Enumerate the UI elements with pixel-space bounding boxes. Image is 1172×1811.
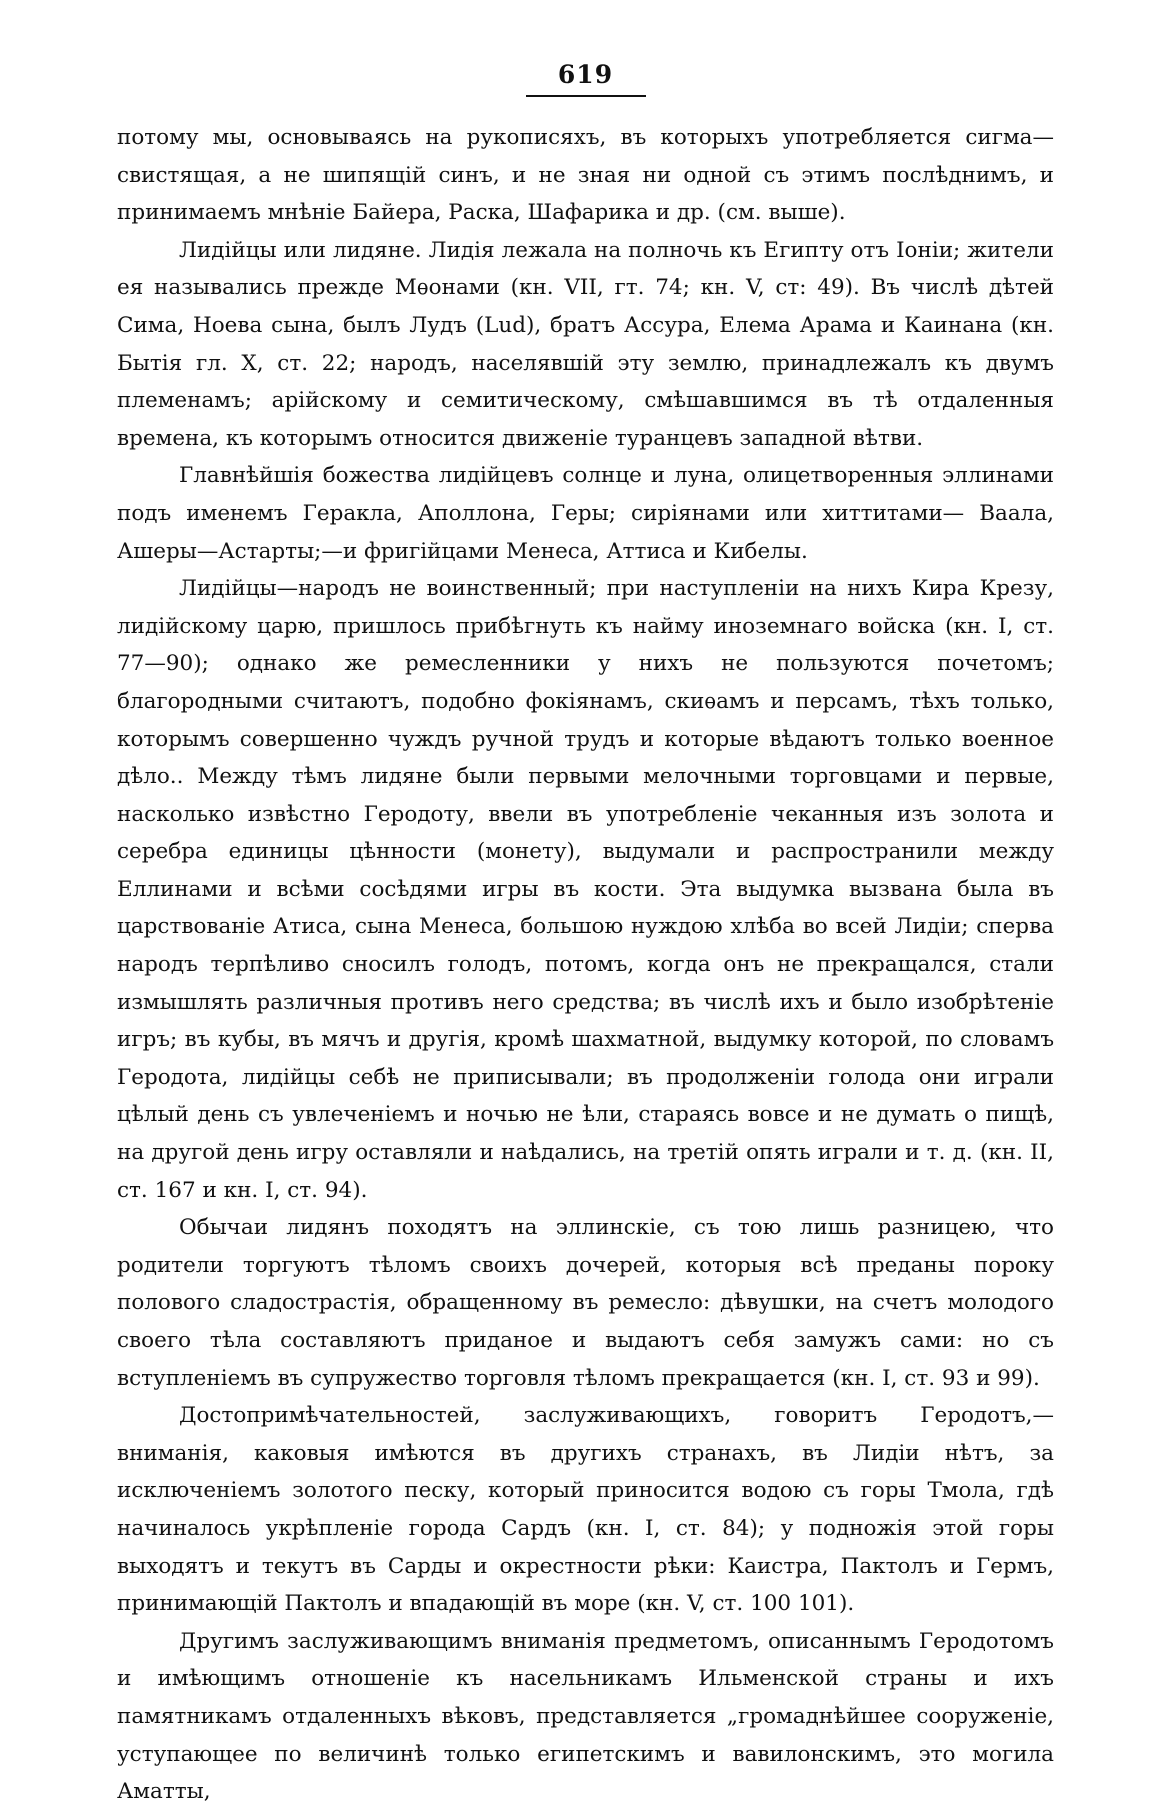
paragraph: потому мы, основываясь на рукописяхъ, въ которыхъ употребляется сигма— свистящая, а не шипящій синъ, и не зная ни одной съ этимъ послѣднимъ, и принимаемъ мнѣніе Байера, Раска, Шафарика и др. (см. выше). [117,125,1054,226]
body-text [117,119,1054,1811]
paragraph: Обычаи лидянъ походятъ на эллинскіе, съ тою лишь разницею, что родители торгуютъ тѣломъ своихъ дочерей, которыя всѣ преданы пороку полового сладострастія, обращенному въ ремесло: дѣвушки, на счетъ молодого своего тѣла составляютъ приданое и выдаютъ себя замужъ сами: но съ вступленіемъ въ супружество торговля тѣломъ прекращается (кн. I, ст. 93 и 99). [117,1215,1054,1391]
paragraph: Достопримѣчательностей, заслуживающихъ, говоритъ Геродотъ,—вниманія, каковыя имѣются въ другихъ странахъ, въ Лидіи нѣтъ, за исключеніемъ золотого песку, который приносится водою съ горы Тмола, гдѣ начиналось укрѣпленіе города Сардъ (кн. I, ст. 84); у подножія этой горы выходятъ и текутъ въ Сарды и окрестности рѣки: Каистра, Пактолъ и Гермъ, принимающій Пактолъ и впадающій въ море (кн. V, ст. 100 101). [117,1403,1054,1617]
paragraph: Лидійцы—народъ не воинственный; при наступленіи на нихъ Кира Крезу, лидійскому царю, пришлось прибѣгнуть къ найму иноземнаго войска (кн. I, ст. 77—90); однако же ремесленники у нихъ не пользуются почетомъ; благородными считаютъ, подобно фокіянамъ, скиѳамъ и персамъ, тѣхъ только, которымъ совершенно чуждъ ручной трудъ и которые вѣдаютъ только военное дѣло.. Между тѣмъ лидяне были первыми мелочными торговцами и первые, насколько извѣстно Геродоту, ввели въ употребленіе чеканныя изъ золота и серебра единицы цѣнности (монету), выдумали и распространили между Еллинами и всѣми сосѣдями игры въ кости. Эта выдумка вызвана была въ царствованіе Атиса, сына Менеса, большою нуждою хлѣба во всей Лидіи; сперва народъ терпѣливо сносилъ голодъ, потомъ, когда онъ не прекращался, стали измышлять различныя противъ него средства; въ числѣ ихъ и было изобрѣтеніе игръ; въ кубы, въ мячъ и другія, кромѣ шахматной, выдумку которой, по словамъ Геродота, лидійцы себѣ не приписывали; въ продолженіи голода они играли цѣлый день съ увлеченіемъ и ночью не ѣли, стараясь вовсе и не думать о пищѣ, на другой день игру оставляли и наѣдались, на третій опять играли и т. д. (кн. II, ст. 167 и кн. I, ст. 94). [117,576,1054,1203]
paragraph: Другимъ заслуживающимъ вниманія предметомъ, описаннымъ Геродотомъ и имѣющимъ отношеніе къ насельникамъ Ильменской страны и ихъ памятникамъ отдаленныхъ вѣковъ, представляется „громаднѣйшее сооруженіе, уступающее по величинѣ только египетскимъ и вавилонскимъ, это могила Аматты, [117,1628,1054,1805]
paragraph: Лидійцы или лидяне. Лидія лежала на полночь къ Египту отъ Іоніи; жители ея назывались прежде Мѳонами (кн. VII, гт. 74; кн. V, ст: 49). Въ числѣ дѣтей Сима, Ноева сына, былъ Лудъ (Lud), братъ Ассура, Елема Арама и Каинана (кн. Бытія гл. X, ст. 22; народъ, населявшій эту землю, принадлежалъ къ двумъ племенамъ; арійскому и семитическому, смѣшавшимся въ тѣ отдаленныя времена, къ которымъ относится движеніе туранцевъ западной вѣтви. [117,237,1054,451]
paragraph: Главнѣйшія божества лидійцевъ солнце и луна, олицетворенныя эллинами подъ именемъ Геракла, Аполлона, Геры; сиріянами или хиттитами— Ваала, Ашеры—Астарты;—и фригійцами Менеса, Аттиса и Кибелы. [117,463,1054,564]
page-number: 619 [526,60,646,97]
